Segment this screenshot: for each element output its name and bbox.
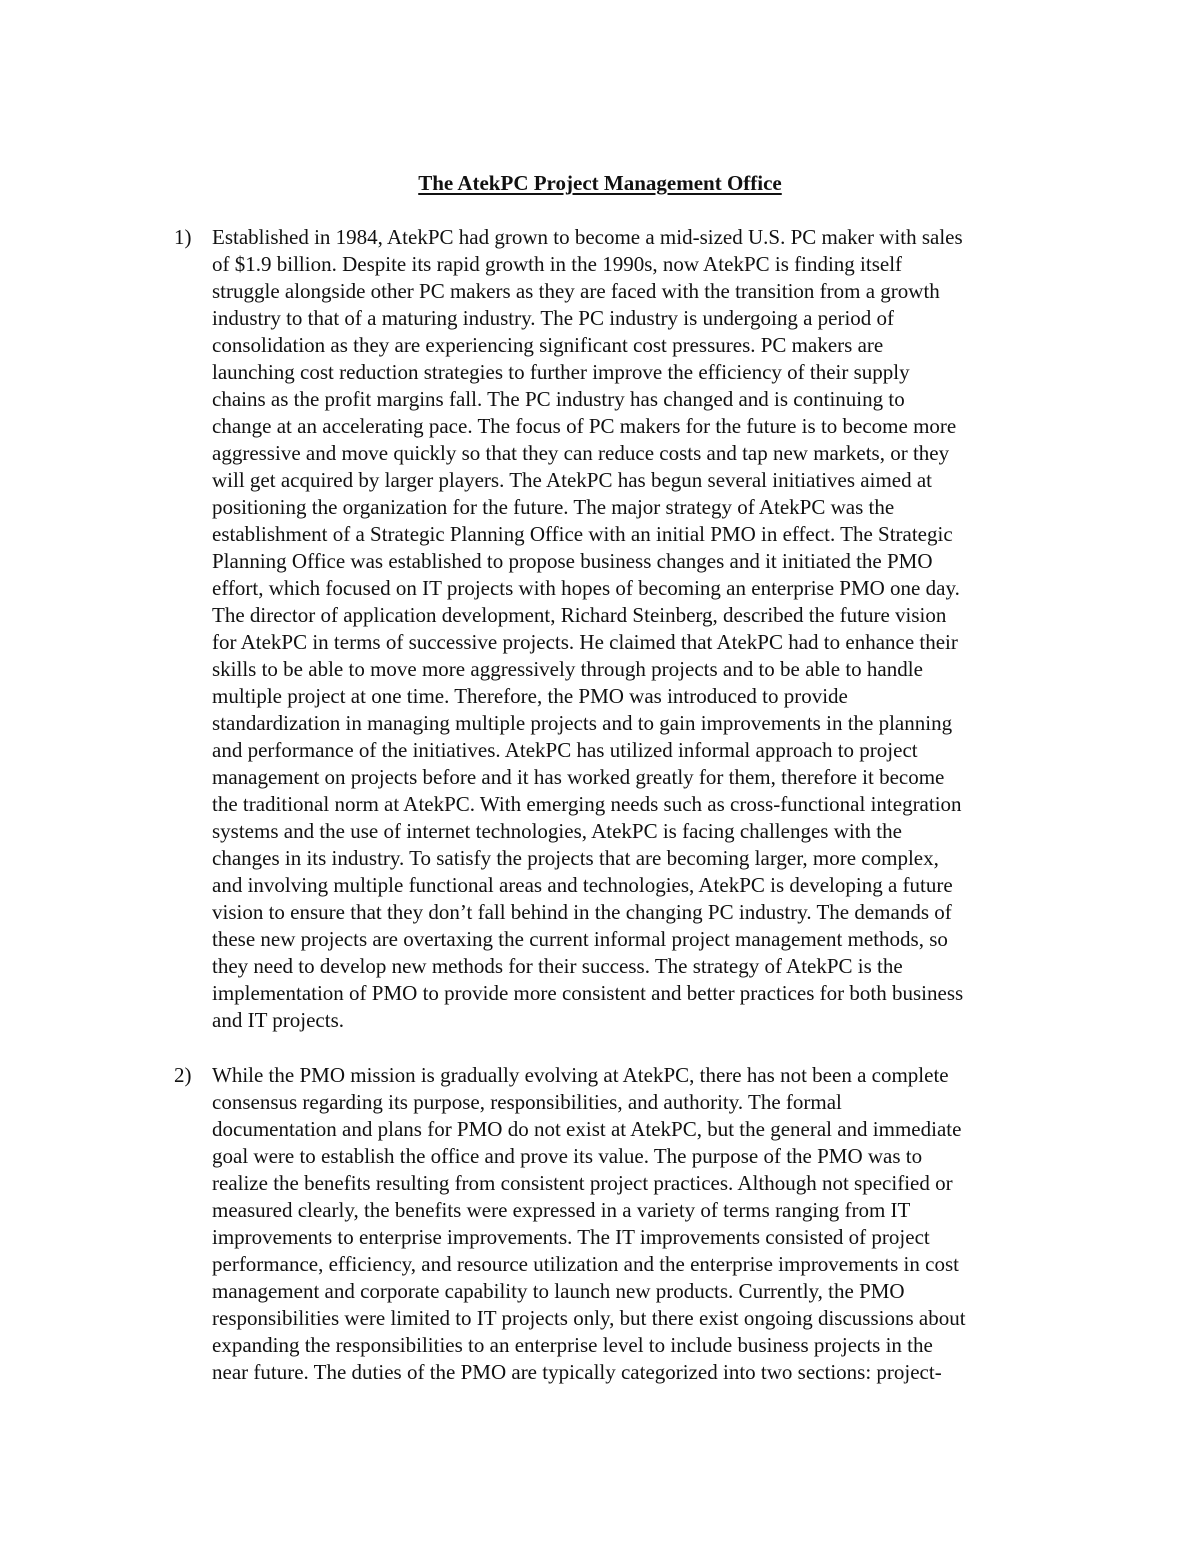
paragraph-line: struggle alongside other PC makers as they are faced with the transition from a growth bbox=[212, 279, 940, 303]
paragraph-line: expanding the responsibilities to an enterprise level to include business projects in the bbox=[212, 1333, 933, 1357]
paragraph-body bbox=[212, 1062, 1092, 1386]
paragraph-body bbox=[212, 224, 1092, 1034]
paragraph-line: these new projects are overtaxing the current informal project management methods, so bbox=[212, 927, 948, 951]
paragraph-line: realize the benefits resulting from consistent project practices. Although not specified or bbox=[212, 1171, 953, 1195]
paragraph-line: implementation of PMO to provide more consistent and better practices for both business bbox=[212, 981, 964, 1005]
paragraph-line: documentation and plans for PMO do not exist at AtekPC, but the general and immediate bbox=[212, 1117, 962, 1141]
paragraph-number: 2) bbox=[174, 1063, 192, 1087]
paragraph-line: Established in 1984, AtekPC had grown to become a mid-sized U.S. PC maker with sales bbox=[212, 225, 963, 249]
paragraph-line: near future. The duties of the PMO are typically categorized into two sections: project- bbox=[212, 1360, 942, 1384]
paragraph-line: aggressive and move quickly so that they can reduce costs and tap new markets, or they bbox=[212, 441, 950, 465]
paragraph-line: establishment of a Strategic Planning Office with an initial PMO in effect. The Strategic bbox=[212, 522, 953, 546]
paragraph-line: improvements to enterprise improvements. The IT improvements consisted of project bbox=[212, 1225, 930, 1249]
paragraph-line: chains as the profit margins fall. The PC industry has changed and is continuing to bbox=[212, 387, 905, 411]
paragraph-line: standardization in managing multiple projects and to gain improvements in the planning bbox=[212, 711, 953, 735]
paragraph-line: management and corporate capability to launch new products. Currently, the PMO bbox=[212, 1279, 905, 1303]
paragraph-line: skills to be able to move more aggressively through projects and to be able to handle bbox=[212, 657, 923, 681]
paragraph-line: responsibilities were limited to IT projects only, but there exist ongoing discussions about bbox=[212, 1306, 966, 1330]
paragraph-line: The director of application development, Richard Steinberg, described the future vision bbox=[212, 603, 947, 627]
paragraph-line: they need to develop new methods for their success. The strategy of AtekPC is the bbox=[212, 954, 903, 978]
paragraph-line: industry to that of a maturing industry. The PC industry is undergoing a period of bbox=[212, 306, 895, 330]
paragraph-line: consensus regarding its purpose, responsibilities, and authority. The formal bbox=[212, 1090, 842, 1114]
paragraph-line: consolidation as they are experiencing significant cost pressures. PC makers are bbox=[212, 333, 884, 357]
paragraph-line: positioning the organization for the future. The major strategy of AtekPC was the bbox=[212, 495, 895, 519]
paragraph-line: While the PMO mission is gradually evolving at AtekPC, there has not been a complete bbox=[212, 1063, 949, 1087]
document-title bbox=[0, 170, 1200, 197]
paragraph-line: Planning Office was established to propose business changes and it initiated the PMO bbox=[212, 549, 933, 573]
paragraph-line: will get acquired by larger players. The AtekPC has begun several initiatives aimed at bbox=[212, 468, 933, 492]
document-title-text: The AtekPC Project Management Office bbox=[418, 171, 782, 195]
paragraph-line: and performance of the initiatives. AtekPC has utilized informal approach to project bbox=[212, 738, 918, 762]
paragraph-line: and involving multiple functional areas and technologies, AtekPC is developing a future bbox=[212, 873, 953, 897]
paragraph-line: the traditional norm at AtekPC. With emerging needs such as cross-functional integration bbox=[212, 792, 962, 816]
paragraph-line: performance, efficiency, and resource utilization and the enterprise improvements in cost bbox=[212, 1252, 959, 1276]
paragraph-line: change at an accelerating pace. The focus of PC makers for the future is to become more bbox=[212, 414, 957, 438]
paragraph-line: changes in its industry. To satisfy the projects that are becoming larger, more complex, bbox=[212, 846, 939, 870]
paragraph-line: vision to ensure that they don’t fall behind in the changing PC industry. The demands of bbox=[212, 900, 952, 924]
paragraph-line: systems and the use of internet technologies, AtekPC is facing challenges with the bbox=[212, 819, 902, 843]
paragraph-line: management on projects before and it has worked greatly for them, therefore it become bbox=[212, 765, 945, 789]
paragraph-line: launching cost reduction strategies to further improve the efficiency of their supply bbox=[212, 360, 910, 384]
paragraph-line: goal were to establish the office and prove its value. The purpose of the PMO was to bbox=[212, 1144, 923, 1168]
paragraph-line: and IT projects. bbox=[212, 1008, 344, 1032]
paragraph-line: for AtekPC in terms of successive projects. He claimed that AtekPC had to enhance their bbox=[212, 630, 958, 654]
paragraph-line: measured clearly, the benefits were expressed in a variety of terms ranging from IT bbox=[212, 1198, 911, 1222]
paragraph-line: of $1.9 billion. Despite its rapid growth in the 1990s, now AtekPC is finding itself bbox=[212, 252, 903, 276]
paragraph-line: multiple project at one time. Therefore, the PMO was introduced to provide bbox=[212, 684, 848, 708]
paragraph-line: effort, which focused on IT projects with hopes of becoming an enterprise PMO one day. bbox=[212, 576, 960, 600]
paragraph-number: 1) bbox=[174, 225, 192, 249]
